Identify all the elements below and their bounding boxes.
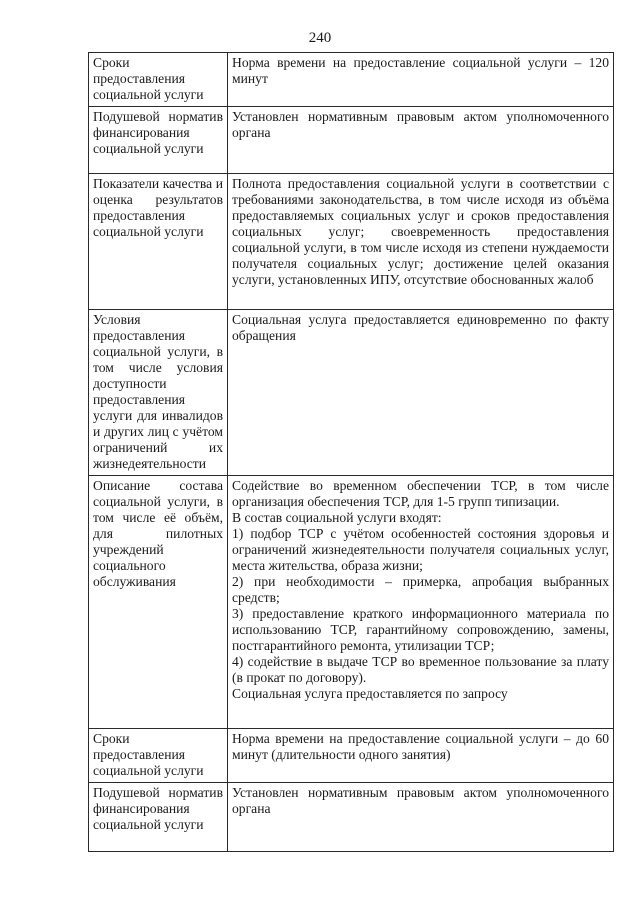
row-content <box>228 476 614 729</box>
content-paragraph: Полнота предоставления социальной услуги в соответствии с требованиями законодательства, в том числе исходя из объёма предоставляемых социальных услуг и сроков предоставления социальных услуг; своевременность предоставления социальной услуги, в том числе исходя из степени нуждаемости получателя социальных услуг; достижение целей оказания услуги, установленных ИПУ, отсутствие обоснованных жалоб <box>232 176 609 287</box>
row-content <box>228 174 614 310</box>
row-content <box>228 783 614 852</box>
table-row <box>89 729 614 783</box>
content-paragraph: В состав социальной услуги входят: <box>232 510 442 525</box>
row-label: Показатели качества и оценка результатов предоставления социальной услуги <box>89 174 228 310</box>
content-paragraph: Установлен нормативным правовым актом уполномоченного органа <box>232 109 609 140</box>
content-paragraph: Норма времени на предоставление социальной услуги – до 60 минут (длительности одного занятия) <box>232 731 609 762</box>
content-paragraph: Социальная услуга предоставляется по запросу <box>232 686 508 701</box>
row-content <box>228 729 614 783</box>
row-content <box>228 107 614 174</box>
row-label: Описание состава социальной услуги, в том числе её объём, для пилотных учреждений социального обслуживания <box>89 476 228 729</box>
content-paragraph: Установлен нормативным правовым актом уполномоченного органа <box>232 785 609 816</box>
table-row <box>89 783 614 852</box>
table-row <box>89 310 614 476</box>
content-paragraph: Содействие во временном обеспечении ТСР, в том числе организация обеспечения ТСР, для 1-5 групп типизации. <box>232 478 609 509</box>
row-content <box>228 53 614 107</box>
row-label: Сроки предоставления социальной услуги <box>89 53 228 107</box>
row-label: Сроки предоставления социальной услуги <box>89 729 228 783</box>
content-paragraph: 1) подбор ТСР с учётом особенностей состояния здоровья и ограничений жизнедеятельности получателя социальных услуг, места жительства, образа жизни; <box>232 526 609 573</box>
content-paragraph: Норма времени на предоставление социальной услуги – 120 минут <box>232 55 609 86</box>
content-paragraph: 3) предоставление краткого информационного материала по использованию ТСР, гарантийному сопровождению, замены, постгарантийного ремонта, утилизации ТСР; <box>232 606 609 653</box>
content-paragraph: Социальная услуга предоставляется единовременно по факту обращения <box>232 312 609 343</box>
table-row <box>89 174 614 310</box>
table-row <box>89 476 614 729</box>
row-label: Условия предоставления социальной услуги, в том числе условия доступности предоставления услуги для инвалидов и других лиц с учётом ограничений их жизнедеятельности <box>89 310 228 476</box>
table-row <box>89 107 614 174</box>
row-content <box>228 310 614 476</box>
content-paragraph: 4) содействие в выдаче ТСР во временное пользование за плату (в прокат по договору). <box>232 654 609 685</box>
content-paragraph: 2) при необходимости – примерка, апробация выбранных средств; <box>232 574 609 605</box>
table-row <box>89 53 614 107</box>
service-table <box>88 52 614 852</box>
page-number: 240 <box>308 30 332 46</box>
row-label: Подушевой норматив финансирования социальной услуги <box>89 783 228 852</box>
row-label: Подушевой норматив финансирования социальной услуги <box>89 107 228 174</box>
